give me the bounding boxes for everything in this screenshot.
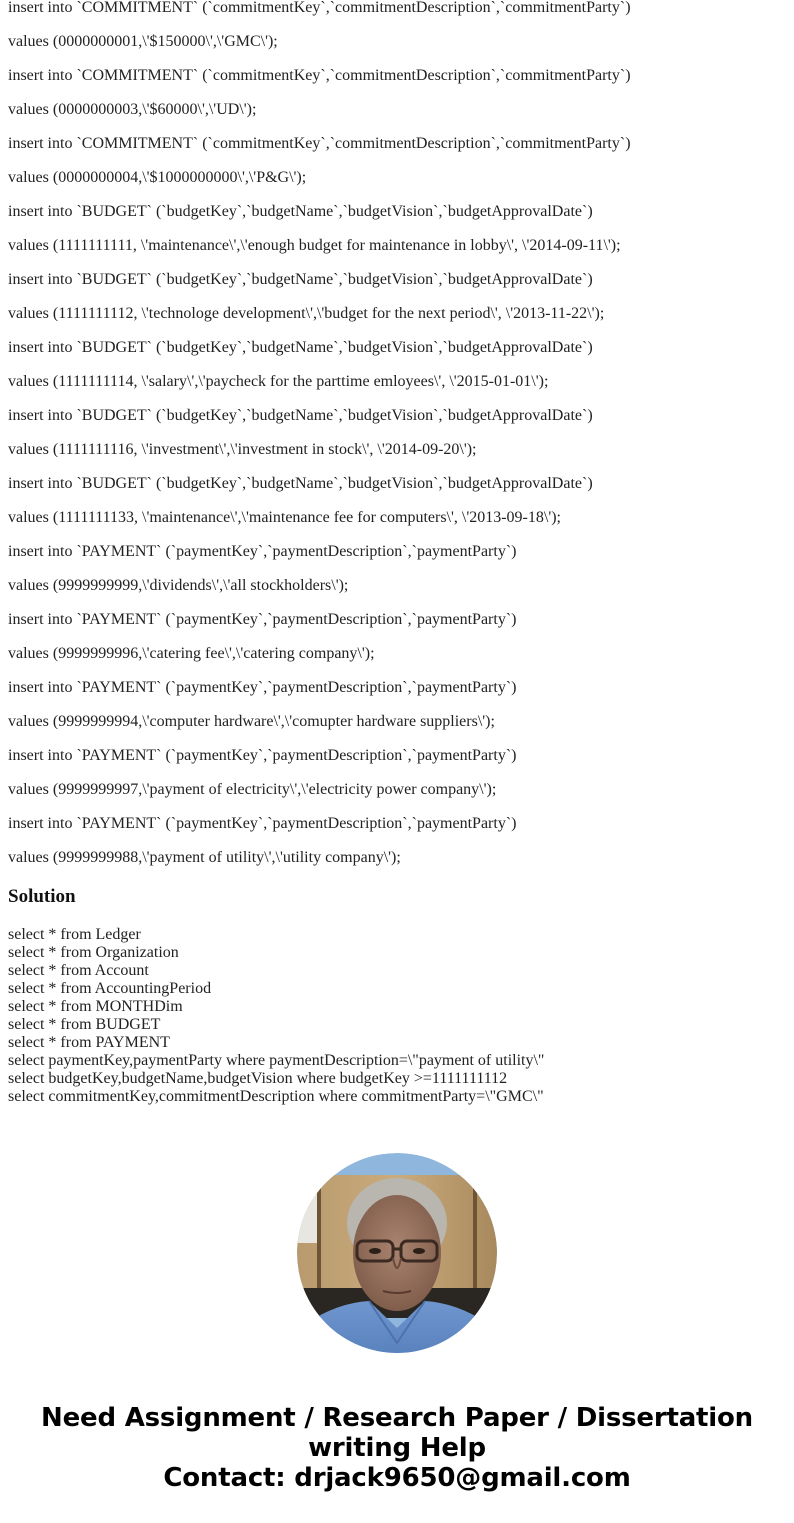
banner-line-1: Need Assignment / Research Paper / Dissertation bbox=[41, 1403, 753, 1433]
sql-line: insert into `BUDGET` (`budgetKey`,`budgetName`,`budgetVision`,`budgetApprovalDate`) bbox=[8, 407, 593, 424]
sql-line: insert into `PAYMENT` (`paymentKey`,`paymentDescription`,`paymentParty`) bbox=[8, 543, 517, 560]
author-avatar bbox=[297, 1153, 497, 1353]
sql-line: insert into `COMMITMENT` (`commitmentKey`,`commitmentDescription`,`commitmentParty`) bbox=[8, 135, 631, 152]
solution-query: select * from Ledger bbox=[8, 926, 141, 943]
sql-line: values (9999999999,\'dividends\',\'all stockholders\'); bbox=[8, 577, 349, 594]
sql-line: values (0000000003,\'$60000\',\'UD\'); bbox=[8, 101, 257, 118]
solution-query: select * from AccountingPeriod bbox=[8, 980, 212, 997]
sql-line: values (0000000001,\'$150000\',\'GMC\'); bbox=[8, 33, 278, 50]
sql-line: insert into `PAYMENT` (`paymentKey`,`paymentDescription`,`paymentParty`) bbox=[8, 815, 517, 832]
sql-line: insert into `COMMITMENT` (`commitmentKey`,`commitmentDescription`,`commitmentParty`) bbox=[8, 0, 631, 16]
sql-line: values (9999999997,\'payment of electricity\',\'electricity power company\'); bbox=[8, 781, 497, 798]
sql-line: insert into `PAYMENT` (`paymentKey`,`paymentDescription`,`paymentParty`) bbox=[8, 611, 517, 628]
contact-banner bbox=[0, 1403, 794, 1493]
sql-insert-statements bbox=[8, 0, 788, 883]
sql-line: values (1111111111, \'maintenance\',\'enough budget for maintenance in lobby\', \'2014-09-11\'); bbox=[8, 237, 621, 254]
solution-queries bbox=[8, 926, 544, 1106]
sql-line: values (1111111112, \'technologe development\',\'budget for the next period\', \'2013-11-22\'); bbox=[8, 305, 605, 322]
solution-query: select * from Account bbox=[8, 962, 149, 979]
sql-line: values (9999999996,\'catering fee\',\'catering company\'); bbox=[8, 645, 375, 662]
sql-line: values (1111111116, \'investment\',\'investment in stock\', \'2014-09-20\'); bbox=[8, 441, 477, 458]
sql-line: values (0000000004,\'$1000000000\',\'P&G\'); bbox=[8, 169, 307, 186]
sql-line: insert into `PAYMENT` (`paymentKey`,`paymentDescription`,`paymentParty`) bbox=[8, 679, 517, 696]
solution-heading: Solution bbox=[8, 886, 76, 907]
sql-line: values (9999999988,\'payment of utility\',\'utility company\'); bbox=[8, 849, 401, 866]
solution-query: select * from PAYMENT bbox=[8, 1034, 170, 1051]
solution-query: select * from BUDGET bbox=[8, 1016, 161, 1033]
solution-query: select budgetKey,budgetName,budgetVision where budgetKey >=1111111112 bbox=[8, 1070, 508, 1087]
sql-line: insert into `BUDGET` (`budgetKey`,`budgetName`,`budgetVision`,`budgetApprovalDate`) bbox=[8, 475, 593, 492]
sql-line: values (1111111114, \'salary\',\'paycheck for the parttime emloyees\', \'2015-01-01\'); bbox=[8, 373, 549, 390]
banner-line-2: writing Help bbox=[308, 1433, 486, 1463]
banner-contact-email: Contact: drjack9650@gmail.com bbox=[163, 1463, 631, 1493]
sql-line: insert into `BUDGET` (`budgetKey`,`budgetName`,`budgetVision`,`budgetApprovalDate`) bbox=[8, 271, 593, 288]
sql-line: values (9999999994,\'computer hardware\',\'comupter hardware suppliers\'); bbox=[8, 713, 495, 730]
sql-line: insert into `BUDGET` (`budgetKey`,`budgetName`,`budgetVision`,`budgetApprovalDate`) bbox=[8, 203, 593, 220]
sql-line: insert into `COMMITMENT` (`commitmentKey`,`commitmentDescription`,`commitmentParty`) bbox=[8, 67, 631, 84]
solution-query: select * from Organization bbox=[8, 944, 179, 961]
sql-line: insert into `BUDGET` (`budgetKey`,`budgetName`,`budgetVision`,`budgetApprovalDate`) bbox=[8, 339, 593, 356]
sql-line: values (1111111133, \'maintenance\',\'maintenance fee for computers\', \'2013-09-18\'); bbox=[8, 509, 561, 526]
solution-query: select commitmentKey,commitmentDescription where commitmentParty=\"GMC\" bbox=[8, 1088, 544, 1105]
solution-query: select * from MONTHDim bbox=[8, 998, 183, 1015]
sql-line: insert into `PAYMENT` (`paymentKey`,`paymentDescription`,`paymentParty`) bbox=[8, 747, 517, 764]
solution-query: select paymentKey,paymentParty where paymentDescription=\"payment of utility\" bbox=[8, 1052, 545, 1069]
portrait-image bbox=[297, 1153, 497, 1353]
